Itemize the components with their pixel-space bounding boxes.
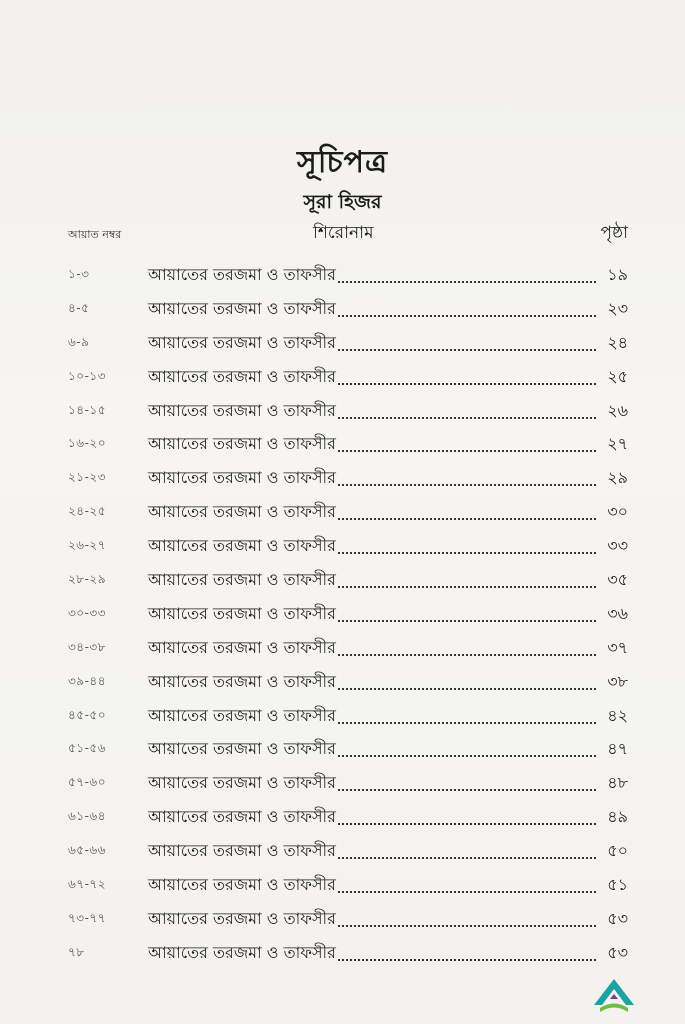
page-number: ২৫ xyxy=(607,366,628,386)
toc-row xyxy=(68,499,628,533)
verse-range: ৪-৫ xyxy=(68,300,90,315)
verse-range: ২৬-২৭ xyxy=(68,538,107,553)
toc-row xyxy=(68,364,628,398)
dot-leader xyxy=(338,857,596,859)
entry-title: আয়াতের তরজমা ও তাফসীর xyxy=(148,942,336,962)
entry-title: আয়াতের তরজমা ও তাফসীর xyxy=(148,637,336,657)
verse-range: ২৮-২৯ xyxy=(68,572,107,587)
verse-range: ৬৭-৭২ xyxy=(68,877,107,892)
entry-title: আয়াতের তরজমা ও তাফসীর xyxy=(148,502,336,522)
verse-range: ৪৫-৫০ xyxy=(68,707,106,722)
dot-leader xyxy=(338,552,596,554)
toc-row xyxy=(68,296,628,330)
entry-title: আয়াতের তরজমা ও তাফসীর xyxy=(148,536,336,556)
verse-range: ৩৪-৩৮ xyxy=(68,639,107,654)
toc-row xyxy=(68,736,628,770)
dot-leader xyxy=(338,484,596,486)
dot-leader xyxy=(338,383,596,385)
page-number: ৩৫ xyxy=(607,570,628,590)
page-number: ৪২ xyxy=(607,705,628,725)
toc-row xyxy=(68,533,628,567)
entry-title: আয়াতের তরজমা ও তাফসীর xyxy=(148,671,336,691)
verse-range: ২৪-২৫ xyxy=(68,504,107,519)
entry-title: আয়াতের তরজমা ও তাফসীর xyxy=(148,366,336,386)
entry-title: আয়াতের তরজমা ও তাফসীর xyxy=(148,603,336,623)
verse-range: ১০-১৩ xyxy=(68,368,107,383)
page-number: ৪৭ xyxy=(607,739,628,759)
entry-title: আয়াতের তরজমা ও তাফসীর xyxy=(148,773,336,793)
toc-row xyxy=(68,838,628,872)
page-number: ৩০ xyxy=(607,502,628,522)
toc-row xyxy=(68,465,628,499)
page-number: ৪৮ xyxy=(607,773,628,793)
toc-entry xyxy=(148,736,628,763)
dot-leader xyxy=(338,349,596,351)
toc-entry xyxy=(148,431,628,458)
toc-row xyxy=(68,635,628,669)
verse-range: ৭৩-৭৭ xyxy=(68,910,107,925)
entry-title: আয়াতের তরজমা ও তাফসীর xyxy=(148,705,336,725)
title-header: শিরোনাম xyxy=(313,223,374,243)
toc-row xyxy=(68,398,628,432)
toc-entry xyxy=(148,330,628,357)
dot-leader xyxy=(338,688,596,690)
toc-row xyxy=(68,940,628,974)
entry-title: আয়াতের তরজমা ও তাফসীর xyxy=(148,265,336,284)
verse-range: ১৪-১৫ xyxy=(68,402,106,417)
verse-range: ৬১-৬৪ xyxy=(68,809,107,824)
dot-leader xyxy=(338,722,596,724)
toc-entry xyxy=(148,906,628,933)
page-number: ৫৩ xyxy=(607,942,628,962)
dot-leader xyxy=(338,925,596,927)
verse-range: ৫১-৫৬ xyxy=(68,741,106,756)
toc-entry xyxy=(148,669,628,696)
entry-title: আয়াতের তরজমা ও তাফসীর xyxy=(148,807,336,827)
verse-range: ৫৭-৬০ xyxy=(68,775,107,790)
page-number: ৩৬ xyxy=(607,603,628,623)
toc-row xyxy=(68,770,628,804)
dot-leader xyxy=(338,620,596,622)
page-number: ২৭ xyxy=(607,434,628,454)
dot-leader xyxy=(338,891,596,893)
entry-title: আয়াতের তরজমা ও তাফসীর xyxy=(148,739,336,759)
page-number: ৩৭ xyxy=(607,637,628,657)
toc-row xyxy=(68,330,628,364)
verse-range: ৭৮ xyxy=(68,944,85,959)
dot-leader xyxy=(338,417,596,419)
toc-entry xyxy=(148,499,628,526)
toc-header xyxy=(68,220,628,244)
toc-row xyxy=(68,906,628,940)
verse-range: ১৬-২০ xyxy=(68,436,107,451)
toc-row xyxy=(68,669,628,703)
page-number: ৫৩ xyxy=(607,908,628,928)
toc-entry xyxy=(148,465,628,492)
page-number: ৩৮ xyxy=(607,671,628,691)
toc-entry xyxy=(148,296,628,323)
toc-entry xyxy=(148,364,628,391)
toc-entry xyxy=(148,601,628,628)
toc-entry xyxy=(148,533,628,560)
page-number: ৩৩ xyxy=(607,536,628,556)
dot-leader xyxy=(338,518,596,520)
toc-entry xyxy=(148,262,628,289)
page-number: ২৪ xyxy=(607,332,628,352)
entry-title: আয়াতের তরজমা ও তাফসীর xyxy=(148,908,336,928)
toc-row xyxy=(68,601,628,635)
dot-leader xyxy=(338,281,596,283)
dot-leader xyxy=(338,450,596,452)
toc-entry xyxy=(148,635,628,662)
table-of-contents xyxy=(68,262,628,974)
toc-entry xyxy=(148,703,628,730)
entry-title: আয়াতের তরজমা ও তাফসীর xyxy=(148,875,336,895)
entry-title: আয়াতের তরজমা ও তাফসীর xyxy=(148,298,336,318)
toc-entry xyxy=(148,770,628,797)
entry-title: আয়াতের তরজমা ও তাফসীর xyxy=(148,841,336,861)
entry-title: আয়াতের তরজমা ও তাফসীর xyxy=(148,400,336,420)
toc-entry xyxy=(148,872,628,899)
verse-range: ১-৩ xyxy=(68,267,90,281)
publisher-logo-icon xyxy=(590,975,638,1015)
verse-range: ২১-২৩ xyxy=(68,470,107,485)
page-number: ৫০ xyxy=(607,841,628,861)
page-number: ১৯ xyxy=(607,265,628,284)
page-number: ৫১ xyxy=(607,875,628,895)
dot-leader xyxy=(338,959,596,961)
toc-entry xyxy=(148,838,628,865)
toc-row xyxy=(68,804,628,838)
toc-row xyxy=(68,567,628,601)
page-number: ২৬ xyxy=(607,400,628,420)
entry-title: আয়াতের তরজমা ও তাফসীর xyxy=(148,332,336,352)
verse-range: ৩০-৩৩ xyxy=(68,605,107,620)
dot-leader xyxy=(338,789,596,791)
toc-entry xyxy=(148,940,628,967)
toc-row xyxy=(68,703,628,737)
dot-leader xyxy=(338,823,596,825)
dot-leader xyxy=(338,654,596,656)
page-number: ৪৯ xyxy=(607,807,628,827)
entry-title: আয়াতের তরজমা ও তাফসীর xyxy=(148,570,336,590)
page-number: ২৩ xyxy=(607,298,628,318)
verse-range: ৬-৯ xyxy=(68,334,90,349)
verse-range: ৩৯-৪৪ xyxy=(68,673,106,688)
dot-leader xyxy=(338,755,596,757)
toc-row xyxy=(68,431,628,465)
toc-entry xyxy=(148,804,628,831)
verse-range: ৬৫-৬৬ xyxy=(68,843,107,858)
dot-leader xyxy=(338,586,596,588)
verse-number-header: আয়াত নম্বর xyxy=(68,228,122,241)
page-title: সূচিপত্র xyxy=(297,145,388,180)
page-number: ২৯ xyxy=(607,468,628,488)
entry-title: আয়াতের তরজমা ও তাফসীর xyxy=(148,434,336,454)
toc-entry xyxy=(148,398,628,425)
entry-title: আয়াতের তরজমা ও তাফসীর xyxy=(148,468,336,488)
surah-subtitle: সূরা হিজর xyxy=(303,191,382,213)
dot-leader xyxy=(338,315,596,317)
toc-row xyxy=(68,262,628,296)
page-header: পৃষ্ঠা xyxy=(600,223,628,243)
toc-row xyxy=(68,872,628,906)
toc-entry xyxy=(148,567,628,594)
